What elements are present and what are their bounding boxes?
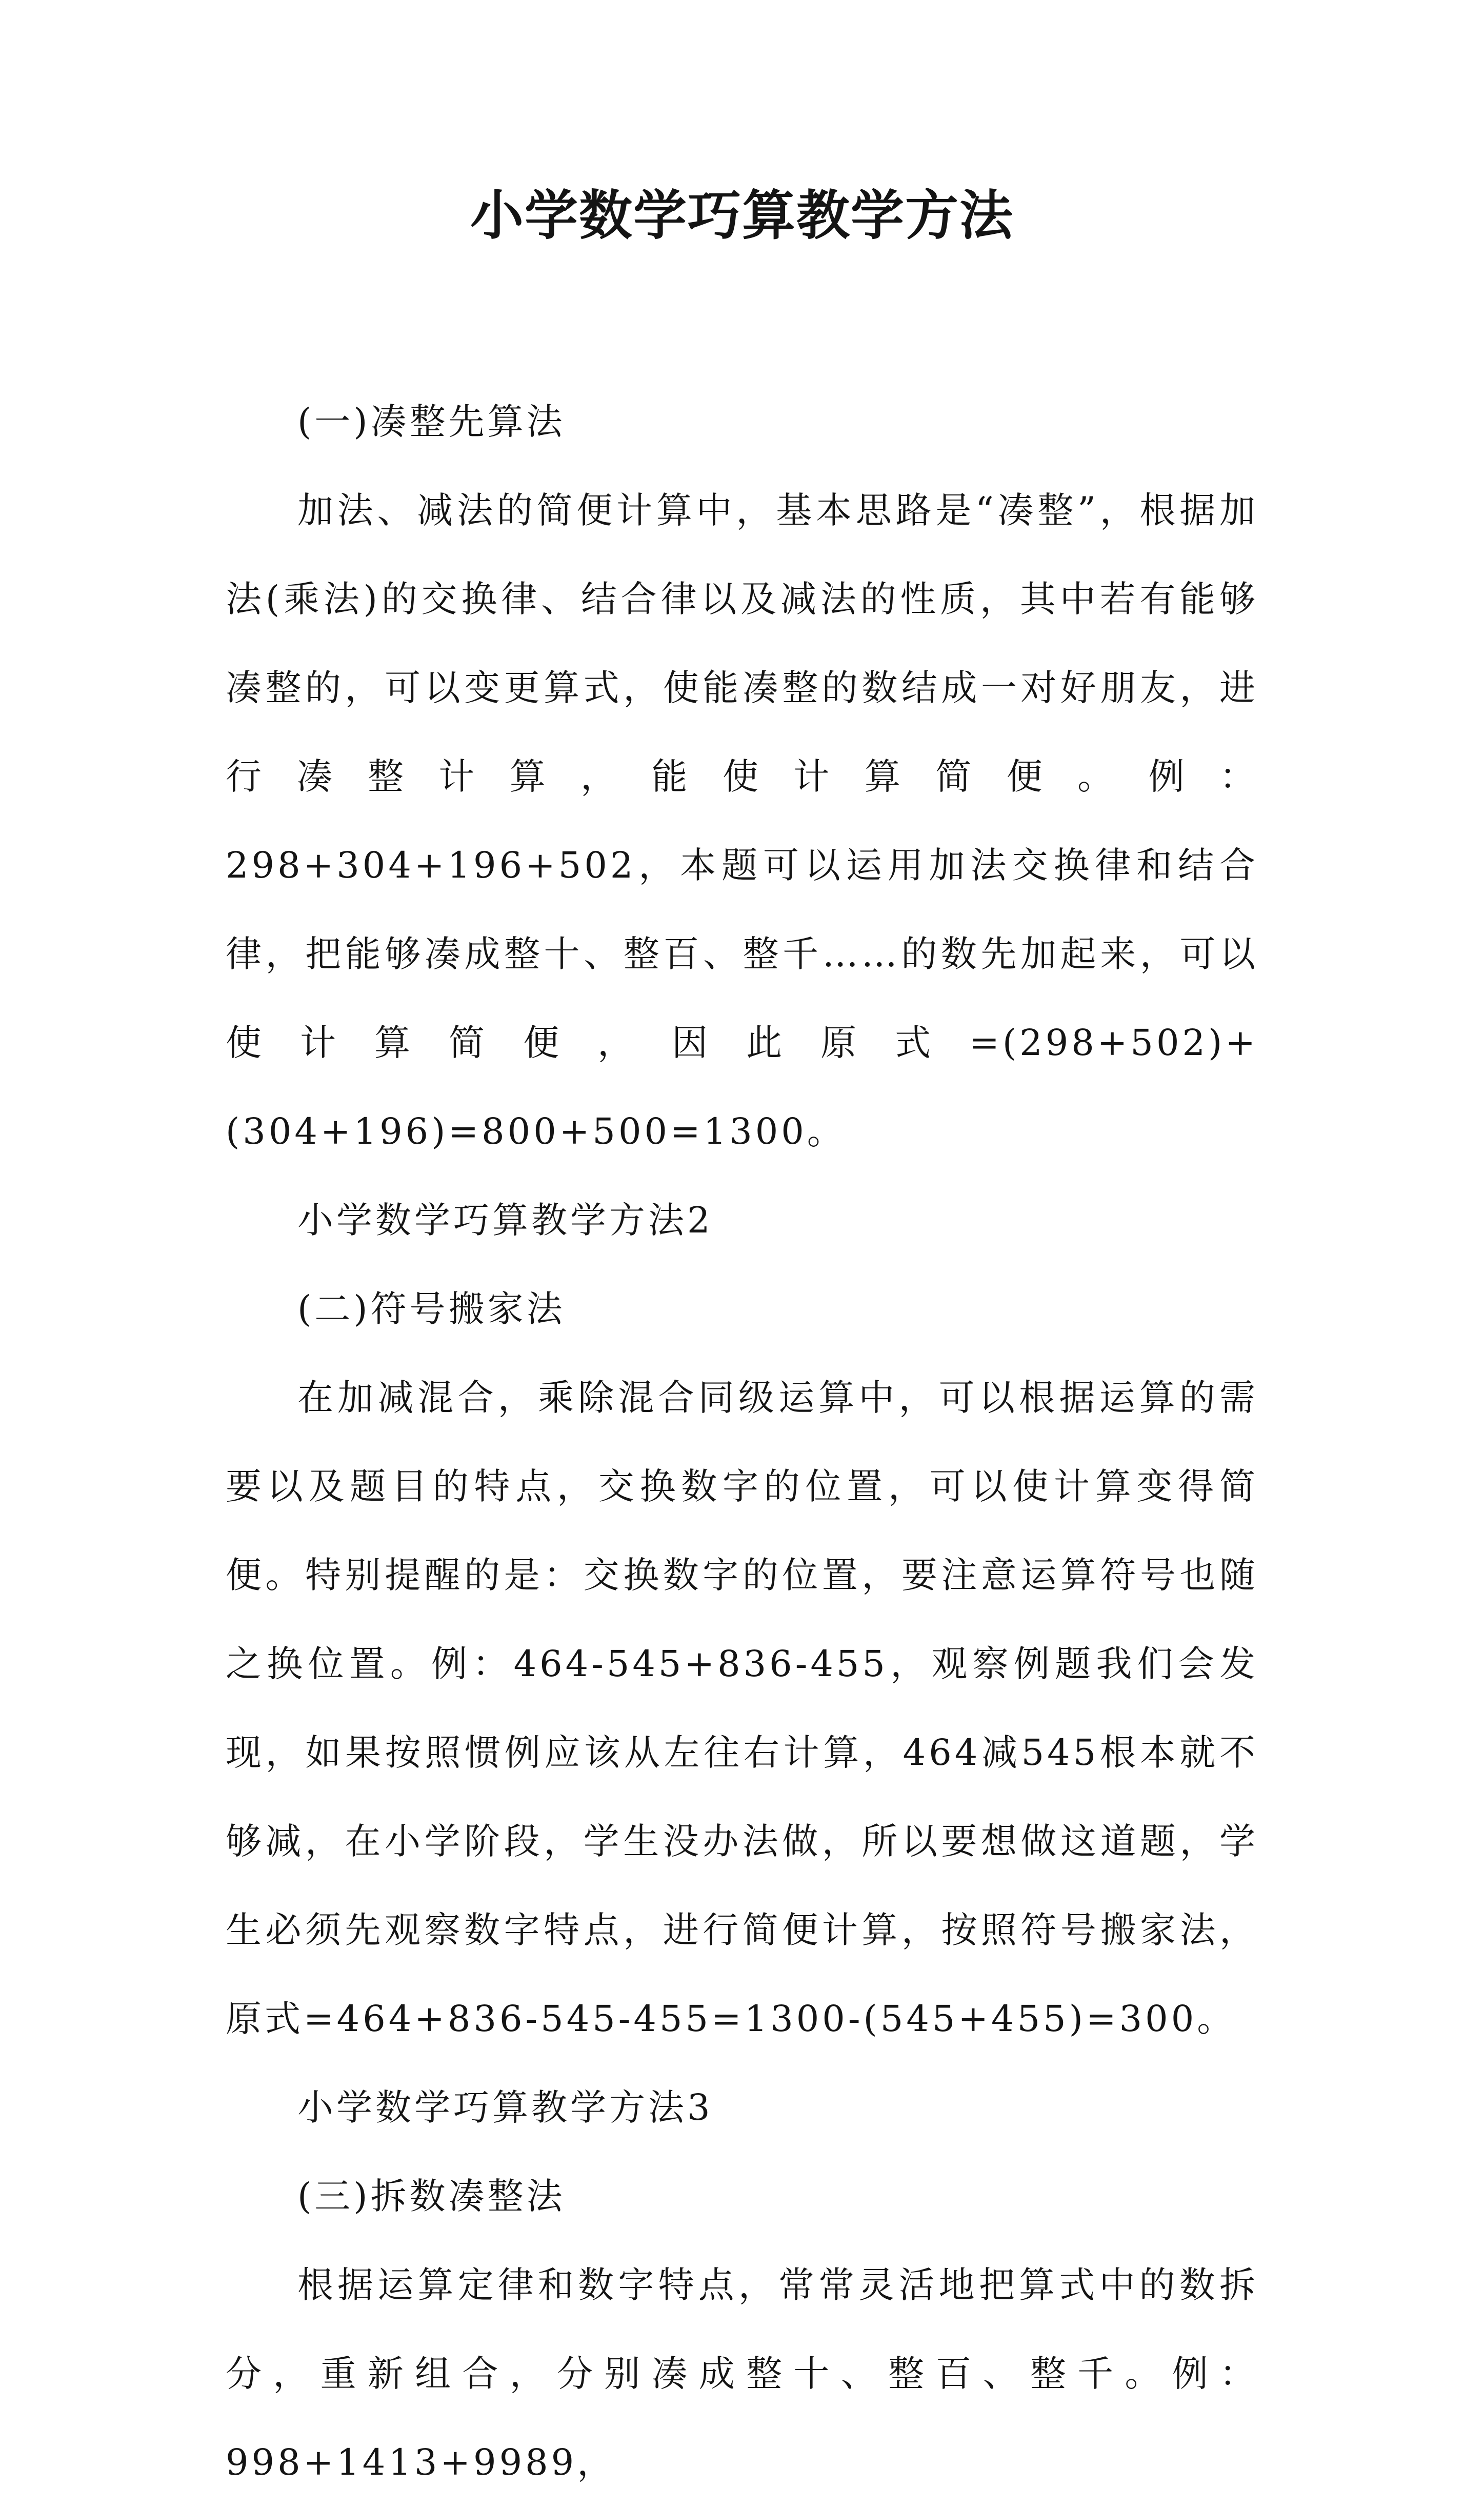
document-body xyxy=(226,377,1258,2507)
section-heading-3: (三)拆数凑整法 xyxy=(297,2175,566,2217)
section-heading-1: (一)凑整先算法 xyxy=(297,401,566,443)
paragraph-3: 根据运算定律和数字特点，常常灵活地把算式中的数拆分，重新组合，分别凑成整十、整百、整千。例：998+1413+9989， xyxy=(226,2264,1258,2483)
subtitle-method-3: 小学数学巧算教学方法3 xyxy=(297,2086,713,2128)
section-heading-2: (二)符号搬家法 xyxy=(297,1288,566,1330)
document-title: 小学数学巧算教学方法 xyxy=(470,184,1014,247)
subtitle-method-2: 小学数学巧算教学方法2 xyxy=(297,1199,713,1241)
paragraph-1: 加法、减法的简便计算中，基本思路是“凑整”，根据加法(乘法)的交换律、结合律以及减法的性质，其中若有能够凑整的，可以变更算式，使能凑整的数结成一对好朋友，进行凑整计算，能使计算简便。例：298+304+196+502，本题可以运用加法交换律和结合律，把能够凑成整十、整百、整千……的数先加起来，可以使计算简便，因此原式=(298+502)+(304+196)=800+500=1300。 xyxy=(226,489,1258,1152)
paragraph-2: 在加减混合，乘除混合同级运算中，可以根据运算的需要以及题目的特点，交换数字的位置，可以使计算变得简便。特别提醒的是：交换数字的位置，要注意运算符号也随之换位置。例：464-545+836-455，观察例题我们会发现，如果按照惯例应该从左往右计算，464减545根本就不够减，在小学阶段，学生没办法做，所以要想做这道题，学生必须先观察数字特点，进行简便计算，按照符号搬家法，原式=464+836-545-455=1300-(545+455)=300。 xyxy=(226,1377,1258,2040)
